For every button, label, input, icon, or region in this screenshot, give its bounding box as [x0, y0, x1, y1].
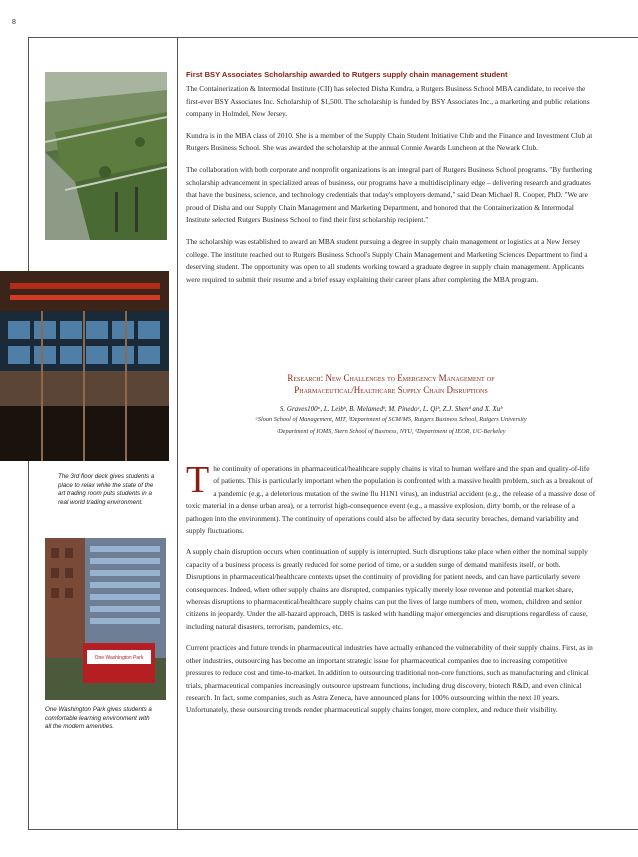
research-authors: S. Graves100ᵃ, L. Leibᵇ, B. Melamedᵇ, M. Pinedoᶜ, L. Qiᵇ, Z.J. Shenᵈ and X. Xuᵇ [279, 405, 503, 413]
research-title-line-1: Research: New Challenges to Emergency Management of [287, 373, 495, 383]
research-first-paragraph-text: he continuity of operations in pharmaceutical/healthcare supply chains is vital to human welfare and the span and quality-of-life of patients. This is particularly important when the population is confronted with a massive health problem, such as a breakout of a pandemic (e.g., a deleterious mutation of the swine flu H1N1 virus), an industrial accident (e.g., the release of a massive dose of toxic material in a dense urban area), or a terrorist high-consequence event (e.g., a massive explosion, dirty bomb, or the release of a pathogen into the environment). The continuity of operations could also be affected by data security breaches, demand variability and supply fluctuations. [186, 464, 596, 536]
article-headline: First BSY Associates Scholarship awarded to Rutgers supply chain management student [186, 70, 508, 79]
article-paragraph: Kundra is in the MBA class of 2010. She is a member of the Supply Chain Student Initiative Club and the Finance and Investment Club at Rutgers Business School. She was awarded the scholarship at the annual Connie Awards Luncheon at the Newark Club. [186, 130, 593, 153]
research-affiliation-1: ᵃSloan School of Management, MIT, ᵇDepartment of SCM/MS, Rutgers Business School, Rutgers University [255, 416, 527, 423]
research-paragraph: A supply chain disruption occurs when continuation of supply is interrupted. Such disruptions take place when either the nominal supply capacity of a business process is greatly reduced for some period of time, or a sudden surge of demand manifests itself, or both. Disruptions in pharmaceutical/healthcare contexts upset the continuity of providing for patient needs, and can have particularly severe consequences. Indeed, when other supply chains are disrupted, companies typically merely lose revenue and potential market share, whereas disruptions to pharmaceutical/healthcare supply chains can put the lives of large numbers of men, women, children and senior citizens in jeopardy. Under the all-hazard approach, DHS is tasked with handling major emergencies and disruptions regardless of cause, including natural disasters, terrorism, pandemics, etc. [186, 547, 588, 631]
caption-building: One Washington Park gives students a comfortable learning environment with all the modern amenities. [45, 706, 152, 731]
frame-top-rule [28, 37, 638, 38]
caption-trading-room: The 3rd floor deck gives students a place to relax while the state of the art trading room puts students in a real world trading environment. [58, 473, 155, 506]
research-body [186, 459, 596, 726]
drop-cap: T [186, 459, 210, 501]
building-sign-text: One Washington Park [94, 655, 144, 661]
article-paragraph: The collaboration with both corporate and nonprofit organizations is an integral part of Rutgers Business School programs. "By furthering scholarship advancement in specialized areas of business, our programs have a multidisciplinary edge – delivering research and graduates that have the business, science, and technology credentials that today's employers demand," said Dean Michael R. Cooper, PhD. "We are proud of Disha and our Supply Chain Management and Marketing Department, and honored that the Containerization & Intermodal Institute selected Rutgers Business School to find their first scholarship recipient." [186, 164, 593, 225]
research-title-line-2: Pharmaceutical/Healthcare Supply Chain Disruptions [294, 385, 488, 395]
photo-green-roof-deck [45, 72, 167, 240]
photo-one-washington-park [45, 538, 166, 700]
scholarship-article [186, 70, 596, 295]
research-first-paragraph [186, 459, 596, 537]
article-paragraph: The scholarship was established to award an MBA student pursuing a degree in supply chain management or logistics at a New Jersey college. The institute reached out to Rutgers Business School's Supply Chain Management and Marketing Sciences Department to find a deserving student. The opportunity was open to all students working toward a graduate degree in supply chain management. Applicants were required to submit their resume and a brief essay explaining their career plans after completing the MBA program. [186, 236, 588, 284]
research-header [186, 372, 596, 436]
page-number: 8 [12, 19, 16, 26]
photo-trading-room [0, 271, 169, 461]
frame-bottom-rule [28, 829, 638, 830]
research-paragraph: Current practices and future trends in pharmaceutical industries have actually enhanced the vulnerability of their supply chains. First, as in other industries, outsourcing has become an important strategic issue for pharmaceutical companies due to increasing competitive pressures to reduce cost and time-to-market. In addition to outsourcing traditional non-core functions, such as manufacturing and clinical trials, pharmaceutical companies increasingly outsource upstream functions, including drug discovery, biotech R&D, and even clinical research. In fact, some companies, such as Astra Zeneca, have announced plans for 100% outsourcing within the next 10 years. Unfortunately, these outsourcing trends render pharmaceutical supply chains longer, more complex, and reduce their visibility. [186, 643, 593, 715]
research-affiliation-2: ᶜDepartment of IOMS, Stern School of Business, NYU, ᵈDepartment of IEOR, UC-Berkeley [276, 427, 506, 435]
column-divider [177, 37, 178, 830]
article-paragraph: The Containerization & Intermodal Institute (CII) has selected Disha Kundra, a Rutgers Business School MBA candidate, to receive the first-ever BSY Associates Inc. Scholarship of $1,500. The scholarship is funded by BSY Associates Inc., a marketing and public relations company in Holmdel, New Jersey. [186, 84, 590, 119]
